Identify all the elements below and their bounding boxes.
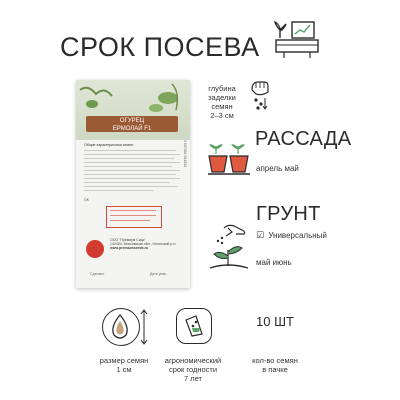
text-line: [84, 166, 172, 167]
brand-address: 142450, Московская обл., Ногинский р-н: [110, 242, 176, 246]
text-line: [84, 186, 178, 187]
text-line: [84, 178, 180, 179]
packet-brand: [110, 238, 180, 250]
hand-seeds-icon: [248, 78, 272, 112]
seed-size-icon: [102, 308, 144, 346]
ground-months: май июнь: [256, 258, 292, 267]
shelf-life-label-3: 7 лет: [184, 374, 202, 383]
text-line: [84, 170, 180, 171]
seed-size-label-1: размер семян: [99, 356, 149, 365]
ground-title: ГРУНТ: [256, 203, 321, 225]
text-line: [84, 182, 170, 183]
seedling-months: апрель май: [256, 164, 299, 173]
text-line: [84, 162, 180, 163]
shelf-life-label-1: агрономический: [164, 356, 222, 365]
text-line: [84, 174, 176, 175]
text-line: [84, 190, 154, 191]
shelf-life-label: [150, 356, 236, 383]
text-line: [84, 154, 180, 155]
page-title: СРОК ПОСЕВА: [60, 32, 260, 62]
seedling-title: РАССАДА: [255, 128, 352, 150]
depth-label: [198, 84, 246, 120]
ground-variant: Универсальный: [268, 231, 327, 240]
text-line: [110, 210, 156, 211]
seedling-pots-icon: [208, 142, 252, 180]
packet-made: Сделано: [90, 272, 105, 276]
brand-site: www.premiumseeds.ru: [110, 246, 149, 250]
text-line: [110, 215, 156, 216]
seed-size-label: [92, 356, 156, 374]
text-line: [110, 220, 150, 221]
packet-name-line2: ЕРМОЛАЙ F1: [112, 126, 152, 132]
depth-line-3: семян: [211, 102, 233, 111]
brand-name: ООО "Премиум Сидс": [110, 238, 146, 242]
packet-name: [86, 118, 178, 132]
checkbox-icon: ☑: [256, 230, 265, 240]
packet-description-title: Общие характеристики семян:: [84, 143, 134, 147]
shelf-life-icon: [176, 308, 212, 344]
seed-count-label: [234, 356, 316, 374]
packet-barcode: 4 607082 641632: [183, 140, 187, 168]
seed-packet-image: [76, 80, 190, 288]
packet-name-line1: ОГУРЕЦ: [119, 118, 145, 124]
seedling-tray-icon: [274, 18, 322, 60]
seed-count-label-1: кол-во семян: [252, 356, 298, 365]
depth-line-2: заделки: [208, 93, 236, 102]
depth-line-4: 2–3 см: [210, 111, 234, 120]
text-line: [84, 150, 176, 151]
packet-ok-note: ОК: [84, 198, 89, 202]
depth-line-1: глубина: [208, 84, 236, 93]
text-line: [84, 158, 174, 159]
brand-logo: [86, 240, 104, 258]
shelf-life-label-2: срок годности: [168, 365, 218, 374]
watering-plant-icon: [206, 222, 252, 272]
ground-variant-row: [256, 230, 327, 241]
seed-count-value: 10 ШТ: [256, 314, 294, 329]
seed-count-label-2: в пачке: [262, 365, 288, 374]
packet-packed: Дата упак.: [150, 272, 167, 276]
seed-size-label-2: 1 см: [116, 365, 132, 374]
